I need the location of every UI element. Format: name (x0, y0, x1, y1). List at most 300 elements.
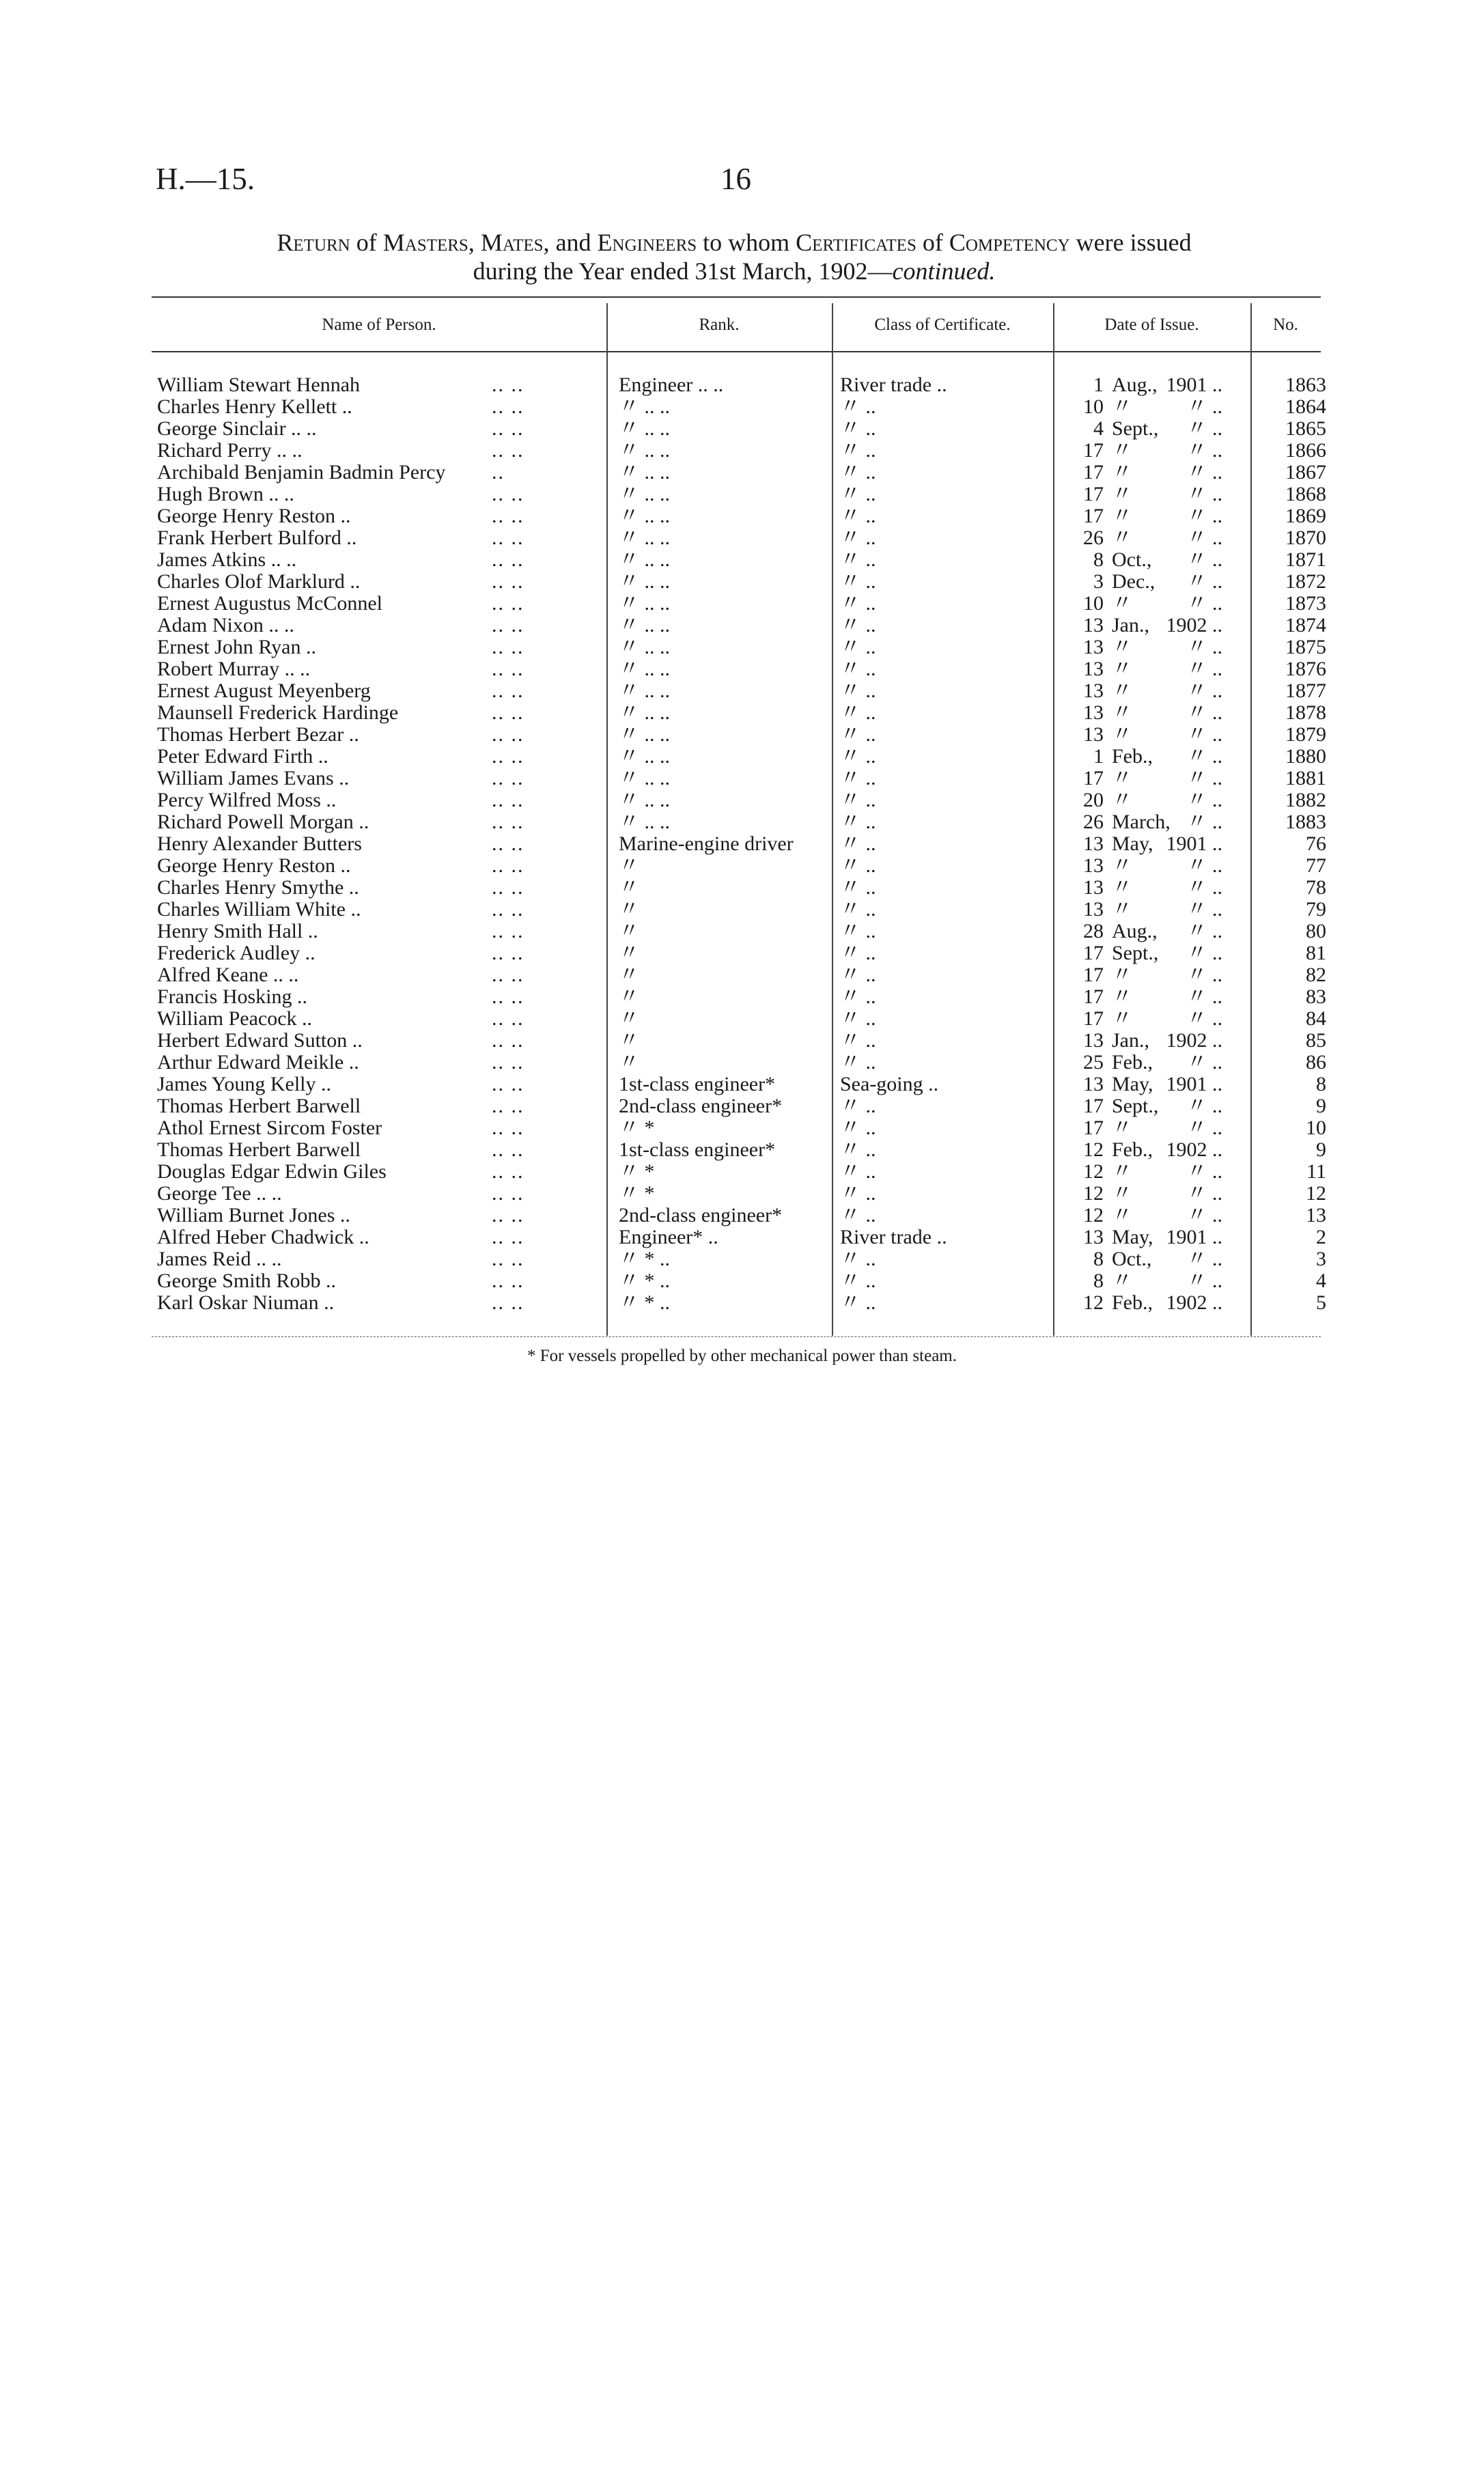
issue-year: 〃 .. (1186, 964, 1222, 986)
title-part: and (549, 229, 598, 256)
issue-year: 〃 .. (1186, 658, 1222, 680)
issue-year: 〃 .. (1186, 876, 1222, 899)
table-row (157, 593, 1325, 615)
issue-month: May, (1112, 1226, 1153, 1248)
class-cell: 〃 .. (840, 658, 876, 680)
table-row (157, 1139, 1325, 1161)
issue-month: March, (1112, 811, 1171, 833)
person-name: Alfred Heber Chadwick .. (157, 1226, 369, 1248)
leader-dots: .. .. (492, 483, 524, 505)
person-name: William Peacock .. (157, 1007, 313, 1030)
person-name: George Sinclair .. .. (157, 417, 317, 440)
rank-cell: 〃 .. .. (619, 483, 670, 505)
person-name: Charles Henry Kellett .. (157, 395, 352, 418)
table-row (157, 1095, 1325, 1117)
issue-day: 13 (1083, 679, 1104, 702)
issue-year: 〃 .. (1186, 636, 1222, 658)
rank-cell: 1st-class engineer* (619, 1138, 776, 1161)
class-cell: 〃 .. (840, 745, 876, 768)
certificate-number: 83 (1306, 985, 1326, 1008)
issue-month: Aug., (1112, 920, 1158, 942)
table-row (157, 833, 1325, 855)
issue-month: 〃 (1112, 985, 1132, 1008)
issue-month: 〃 (1112, 854, 1132, 877)
person-name: Maunsell Frederick Hardinge (157, 701, 399, 724)
class-cell: River trade .. (840, 374, 947, 396)
person-name: Karl Oskar Niuman .. (157, 1291, 335, 1314)
person-name: Henry Alexander Butters (157, 832, 362, 855)
issue-day: 4 (1093, 417, 1104, 440)
issue-year: 〃 .. (1186, 417, 1222, 440)
certificate-number: 78 (1306, 876, 1326, 899)
table-row (157, 418, 1325, 440)
issue-year: 1902 .. (1166, 1291, 1222, 1314)
certificate-number: 81 (1306, 942, 1326, 964)
certificate-number: 82 (1306, 964, 1326, 986)
certificate-number: 1880 (1285, 745, 1326, 768)
leader-dots: .. .. (492, 1007, 524, 1030)
issue-day: 13 (1083, 1029, 1104, 1052)
issue-month: Feb., (1112, 1051, 1153, 1074)
class-cell: 〃 .. (840, 811, 876, 833)
issue-day: 13 (1083, 614, 1104, 636)
person-name: Ernest August Meyenberg (157, 679, 371, 702)
table-row (157, 1008, 1325, 1030)
class-cell: 〃 .. (840, 1248, 876, 1270)
certificate-number: 1866 (1285, 439, 1326, 462)
certificate-number: 1869 (1285, 505, 1326, 527)
class-cell: 〃 .. (840, 439, 876, 462)
issue-month: Dec., (1112, 570, 1156, 593)
table-row (157, 1161, 1325, 1183)
certificate-number: 9 (1316, 1138, 1326, 1161)
person-name: Thomas Herbert Bezar .. (157, 723, 359, 746)
class-cell: 〃 .. (840, 679, 876, 702)
rank-cell: 〃 .. .. (619, 767, 670, 789)
issue-day: 8 (1093, 1270, 1104, 1292)
class-cell: 〃 .. (840, 942, 876, 964)
certificate-number: 76 (1306, 832, 1326, 855)
issue-day: 28 (1083, 920, 1104, 942)
class-cell: 〃 .. (840, 1291, 876, 1314)
issue-day: 13 (1083, 854, 1104, 877)
certificate-number: 1865 (1285, 417, 1326, 440)
table-row (157, 549, 1325, 571)
table-row (157, 1052, 1325, 1074)
issue-year: 〃 .. (1186, 898, 1222, 921)
issue-year: 〃 .. (1186, 1051, 1222, 1074)
issue-year: 1901 .. (1166, 832, 1222, 855)
table-title (143, 228, 1325, 285)
issue-year: 〃 .. (1186, 723, 1222, 746)
class-cell: Sea-going .. (840, 1073, 939, 1095)
issue-month: May, (1112, 1073, 1153, 1095)
table-row (157, 964, 1325, 986)
issue-year: 〃 .. (1186, 439, 1222, 462)
rank-cell: 〃 .. .. (619, 570, 670, 593)
issue-month: 〃 (1112, 876, 1132, 899)
rank-cell: 2nd-class engineer* (619, 1095, 783, 1117)
rank-cell: 〃 .. .. (619, 745, 670, 768)
issue-year: 〃 .. (1186, 854, 1222, 877)
rank-cell: 〃 .. .. (619, 592, 670, 615)
leader-dots: .. .. (492, 1029, 524, 1052)
certificate-number: 11 (1306, 1160, 1326, 1183)
leader-dots: .. .. (492, 679, 524, 702)
leader-dots: .. .. (492, 964, 524, 986)
table-row (157, 811, 1325, 833)
issue-month: 〃 (1112, 1160, 1132, 1183)
issue-day: 25 (1083, 1051, 1104, 1074)
rank-cell: 〃 (619, 920, 639, 942)
column-header-class: Class of Certificate. (874, 315, 1011, 334)
leader-dots: .. .. (492, 570, 524, 593)
leader-dots: .. .. (492, 1051, 524, 1074)
issue-month: May, (1112, 832, 1153, 855)
leader-dots: .. .. (492, 1226, 524, 1248)
table-row (157, 877, 1325, 899)
issue-month: 〃 (1112, 1204, 1132, 1226)
class-cell: 〃 .. (840, 505, 876, 527)
person-name: William Burnet Jones .. (157, 1204, 350, 1226)
class-cell: 〃 .. (840, 1051, 876, 1074)
issue-year: 〃 .. (1186, 570, 1222, 593)
title-part: to whom (697, 229, 796, 256)
class-cell: 〃 .. (840, 832, 876, 855)
table-row (157, 899, 1325, 921)
issue-day: 17 (1083, 439, 1104, 462)
issue-year: 〃 .. (1186, 1248, 1222, 1270)
issue-month: 〃 (1112, 592, 1132, 615)
person-name: George Smith Robb .. (157, 1270, 336, 1292)
rank-cell: Marine-engine driver (619, 832, 794, 855)
title-part: Engineers (597, 229, 697, 256)
issue-day: 17 (1083, 1117, 1104, 1139)
issue-month: 〃 (1112, 483, 1132, 505)
person-name: Percy Wilfred Moss .. (157, 789, 337, 811)
issue-day: 12 (1083, 1204, 1104, 1226)
issue-month: 〃 (1112, 1007, 1132, 1030)
certificate-number: 8 (1316, 1073, 1326, 1095)
issue-month: Oct., (1112, 548, 1152, 571)
issue-month: 〃 (1112, 527, 1132, 549)
issue-month: 〃 (1112, 658, 1132, 680)
issue-year: 〃 .. (1186, 461, 1222, 483)
person-name: Adam Nixon .. .. (157, 614, 294, 636)
rank-cell: 〃 .. .. (619, 417, 670, 440)
leader-dots: .. .. (492, 1182, 524, 1205)
issue-month: 〃 (1112, 1117, 1132, 1139)
table-row (157, 1117, 1325, 1139)
leader-dots: .. .. (492, 1073, 524, 1095)
issue-day: 13 (1083, 898, 1104, 921)
rank-cell: 〃 (619, 876, 639, 899)
leader-dots: .. .. (492, 1095, 524, 1117)
rank-cell: Engineer .. .. (619, 374, 724, 396)
leader-dots: .. .. (492, 767, 524, 789)
table-row (157, 1030, 1325, 1052)
person-name: Arthur Edward Meikle .. (157, 1051, 359, 1074)
issue-day: 8 (1093, 548, 1104, 571)
person-name: George Tee .. .. (157, 1182, 282, 1205)
column-header-rank: Rank. (699, 315, 740, 334)
certificate-number: 1870 (1285, 527, 1326, 549)
issue-month: 〃 (1112, 789, 1132, 811)
rank-cell: 1st-class engineer* (619, 1073, 776, 1095)
rank-cell: 〃 * .. (619, 1291, 670, 1314)
issue-year: 〃 .. (1186, 1117, 1222, 1139)
rank-cell: Engineer* .. (619, 1226, 718, 1248)
issue-day: 12 (1083, 1291, 1104, 1314)
class-cell: 〃 .. (840, 767, 876, 789)
table-row (157, 374, 1325, 396)
rank-cell: 〃 (619, 1051, 639, 1074)
person-name: Richard Perry .. .. (157, 439, 303, 462)
rank-cell: 〃 .. .. (619, 636, 670, 658)
rank-cell: 〃 * (619, 1117, 655, 1139)
title-line-1 (143, 228, 1325, 257)
class-cell: 〃 .. (840, 1095, 876, 1117)
issue-day: 3 (1093, 570, 1104, 593)
issue-month: 〃 (1112, 723, 1132, 746)
person-name: Archibald Benjamin Badmin Percy (157, 461, 446, 483)
issue-month: Sept., (1112, 1095, 1159, 1117)
table-top-rule (152, 296, 1321, 298)
rank-cell: 〃 .. .. (619, 461, 670, 483)
issue-month: 〃 (1112, 1270, 1132, 1292)
issue-year: 〃 .. (1186, 1204, 1222, 1226)
issue-day: 13 (1083, 1226, 1104, 1248)
issue-year: 〃 .. (1186, 745, 1222, 768)
issue-month: Feb., (1112, 745, 1153, 768)
issue-day: 26 (1083, 527, 1104, 549)
leader-dots: .. .. (492, 1204, 524, 1226)
issue-day: 12 (1083, 1182, 1104, 1205)
issue-day: 12 (1083, 1160, 1104, 1183)
person-name: Herbert Edward Sutton .. (157, 1029, 363, 1052)
page-number: 16 (720, 162, 751, 196)
title-line-2 (143, 257, 1325, 285)
certificate-number: 79 (1306, 898, 1326, 921)
leader-dots: .. .. (492, 1117, 524, 1139)
leader-dots: .. .. (492, 920, 524, 942)
table-row (157, 986, 1325, 1008)
issue-month: Feb., (1112, 1291, 1153, 1314)
issue-month: Feb., (1112, 1138, 1153, 1161)
class-cell: 〃 .. (840, 1160, 876, 1183)
certificate-number: 4 (1316, 1270, 1326, 1292)
class-cell: 〃 .. (840, 527, 876, 549)
rank-cell: 〃 .. .. (619, 658, 670, 680)
title-part: of (916, 229, 949, 256)
title-part: were issued (1069, 229, 1192, 256)
certificate-number: 1877 (1285, 679, 1326, 702)
leader-dots: .. .. (492, 1248, 524, 1270)
certificate-number: 77 (1306, 854, 1326, 877)
table-row (157, 855, 1325, 877)
leader-dots: .. .. (492, 1160, 524, 1183)
leader-dots: .. .. (492, 876, 524, 899)
title-line-2-main: during the Year ended 31st March, 1902— (473, 257, 893, 285)
rank-cell: 2nd-class engineer* (619, 1204, 783, 1226)
certificate-number: 12 (1306, 1182, 1326, 1205)
table-row (157, 1270, 1325, 1292)
issue-day: 12 (1083, 1138, 1104, 1161)
rank-cell: 〃 (619, 942, 639, 964)
table-row (157, 615, 1325, 636)
column-header-date: Date of Issue. (1104, 315, 1199, 334)
document-reference: H.—15. (156, 162, 255, 196)
person-name: Thomas Herbert Barwell (157, 1095, 361, 1117)
certificate-number: 2 (1316, 1226, 1326, 1248)
issue-day: 13 (1083, 832, 1104, 855)
leader-dots: .. .. (492, 898, 524, 921)
class-cell: 〃 .. (840, 854, 876, 877)
person-name: Alfred Keane .. .. (157, 964, 299, 986)
rank-cell: 〃 .. .. (619, 548, 670, 571)
rank-cell: 〃 .. .. (619, 439, 670, 462)
issue-year: 1901 .. (1166, 374, 1222, 396)
table-row (157, 658, 1325, 680)
certificate-number: 1883 (1285, 811, 1326, 833)
leader-dots: .. .. (492, 942, 524, 964)
leader-dots: .. .. (492, 417, 524, 440)
leader-dots: .. .. (492, 439, 524, 462)
class-cell: 〃 .. (840, 1117, 876, 1139)
certificate-number: 1876 (1285, 658, 1326, 680)
rank-cell: 〃 * (619, 1160, 655, 1183)
class-cell: 〃 .. (840, 592, 876, 615)
issue-year: 〃 .. (1186, 789, 1222, 811)
class-cell: 〃 .. (840, 1182, 876, 1205)
title-part: Competency (949, 229, 1070, 256)
table-row (157, 462, 1325, 483)
issue-year: 〃 .. (1186, 767, 1222, 789)
table-row (157, 483, 1325, 505)
table-row (157, 1248, 1325, 1270)
title-part: Return (277, 229, 350, 256)
issue-day: 17 (1083, 964, 1104, 986)
leader-dots: .. .. (492, 811, 524, 833)
issue-month: 〃 (1112, 439, 1132, 462)
issue-year: 〃 .. (1186, 985, 1222, 1008)
issue-year: 〃 .. (1186, 1270, 1222, 1292)
class-cell: 〃 .. (840, 1007, 876, 1030)
issue-day: 13 (1083, 723, 1104, 746)
certificate-number: 1882 (1285, 789, 1326, 811)
leader-dots: .. .. (492, 1270, 524, 1292)
issue-year: 〃 .. (1186, 527, 1222, 549)
issue-day: 13 (1083, 658, 1104, 680)
class-cell: 〃 .. (840, 614, 876, 636)
person-name: William James Evans .. (157, 767, 350, 789)
class-cell: 〃 .. (840, 461, 876, 483)
rank-cell: 〃 .. .. (619, 505, 670, 527)
issue-year: 〃 .. (1186, 679, 1222, 702)
issue-month: 〃 (1112, 636, 1132, 658)
table-row (157, 789, 1325, 811)
issue-day: 13 (1083, 1073, 1104, 1095)
class-cell: 〃 .. (840, 1029, 876, 1052)
rank-cell: 〃 (619, 898, 639, 921)
rank-cell: 〃 (619, 964, 639, 986)
issue-day: 20 (1083, 789, 1104, 811)
table-row (157, 1074, 1325, 1095)
issue-day: 8 (1093, 1248, 1104, 1270)
issue-day: 26 (1083, 811, 1104, 833)
leader-dots: .. .. (492, 614, 524, 636)
leader-dots: .. .. (492, 985, 524, 1008)
issue-year: 〃 .. (1186, 1160, 1222, 1183)
table-row (157, 1292, 1325, 1314)
person-name: Charles Henry Smythe .. (157, 876, 359, 899)
person-name: Richard Powell Morgan .. (157, 811, 369, 833)
issue-month: Aug., (1112, 374, 1158, 396)
issue-day: 17 (1083, 1007, 1104, 1030)
issue-day: 17 (1083, 461, 1104, 483)
certificate-table-body (157, 374, 1325, 1314)
class-cell: 〃 .. (840, 723, 876, 746)
issue-year: 1902 .. (1166, 1138, 1222, 1161)
table-row (157, 505, 1325, 527)
class-cell: 〃 .. (840, 701, 876, 724)
class-cell: 〃 .. (840, 548, 876, 571)
person-name: Frank Herbert Bulford .. (157, 527, 357, 549)
person-name: Francis Hosking .. (157, 985, 307, 1008)
person-name: Ernest John Ryan .. (157, 636, 316, 658)
class-cell: 〃 .. (840, 417, 876, 440)
column-header-no: No. (1273, 315, 1298, 334)
rank-cell: 〃 (619, 854, 639, 877)
certificate-number: 85 (1306, 1029, 1326, 1052)
issue-year: 〃 .. (1186, 483, 1222, 505)
class-cell: River trade .. (840, 1226, 947, 1248)
leader-dots: .. (492, 461, 505, 483)
issue-day: 13 (1083, 701, 1104, 724)
person-name: Frederick Audley .. (157, 942, 316, 964)
certificate-number: 1874 (1285, 614, 1326, 636)
class-cell: 〃 .. (840, 964, 876, 986)
issue-year: 1902 .. (1166, 1029, 1222, 1052)
title-part: Masters, Mates, (382, 229, 550, 256)
title-part: Certificates (796, 229, 916, 256)
footnote: * For vessels propelled by other mechanical power than steam. (527, 1347, 957, 1365)
table-row (157, 942, 1325, 964)
issue-year: 〃 .. (1186, 505, 1222, 527)
person-name: James Atkins .. .. (157, 548, 297, 571)
person-name: Ernest Augustus McConnel (157, 592, 382, 615)
certificate-number: 5 (1316, 1291, 1326, 1314)
leader-dots: .. .. (492, 1138, 524, 1161)
person-name: George Henry Reston .. (157, 854, 351, 877)
rank-cell: 〃 * .. (619, 1248, 670, 1270)
certificate-number: 1878 (1285, 701, 1326, 724)
certificate-number: 1879 (1285, 723, 1326, 746)
issue-month: 〃 (1112, 1182, 1132, 1205)
class-cell: 〃 .. (840, 920, 876, 942)
class-cell: 〃 .. (840, 570, 876, 593)
certificate-number: 1864 (1285, 395, 1326, 418)
issue-day: 17 (1083, 505, 1104, 527)
issue-year: 〃 .. (1186, 701, 1222, 724)
certificate-number: 1867 (1285, 461, 1326, 483)
certificate-number: 86 (1306, 1051, 1326, 1074)
leader-dots: .. .. (492, 374, 524, 396)
rank-cell: 〃 (619, 985, 639, 1008)
issue-year: 〃 .. (1186, 1095, 1222, 1117)
issue-day: 17 (1083, 483, 1104, 505)
issue-month: 〃 (1112, 679, 1132, 702)
